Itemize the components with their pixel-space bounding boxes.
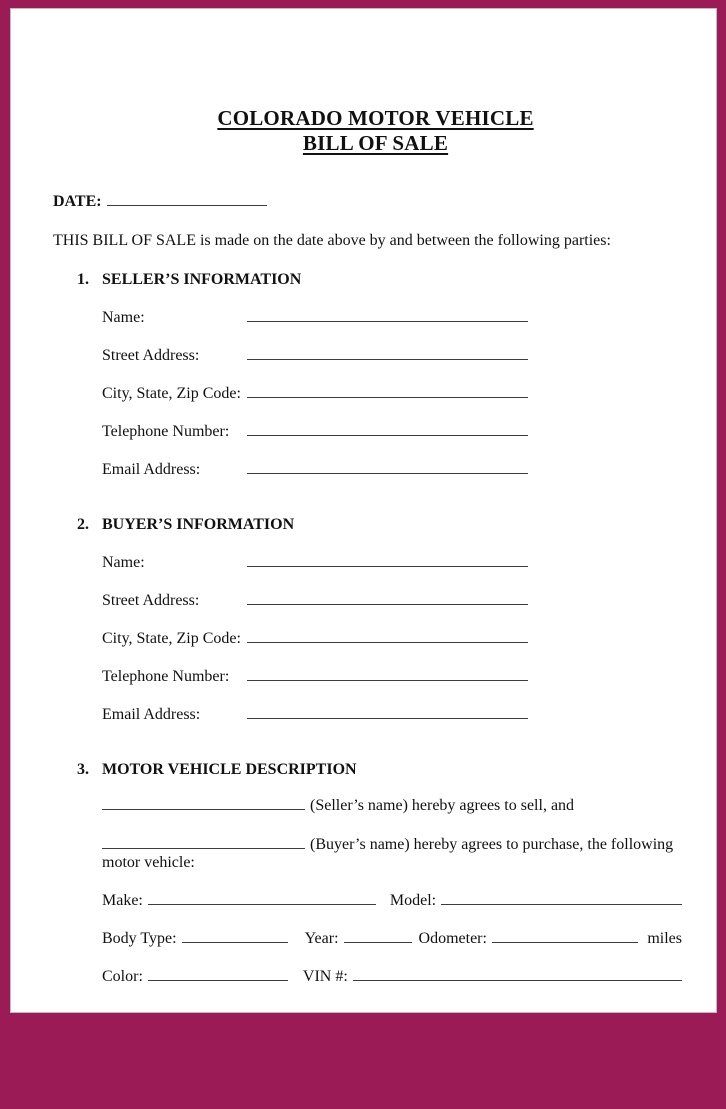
color-vin-row (102, 967, 682, 986)
section-3-heading (77, 761, 698, 779)
body-type-label: Body Type: (102, 930, 177, 947)
make-blank-line (148, 891, 376, 905)
make-model-row (102, 891, 682, 910)
section-buyer-information (77, 516, 698, 724)
buyer-agree-line (102, 835, 682, 872)
document-page (10, 8, 717, 1013)
section-3-heading-label: MOTOR VEHICLE DESCRIPTION (102, 761, 357, 778)
document-content (11, 106, 716, 1109)
seller-email-row (102, 460, 528, 479)
buyer-email-label: Email Address: (102, 706, 201, 723)
buyer-email-blank-line (247, 705, 528, 719)
buyer-street-address-row (102, 591, 528, 610)
odometer-label: Odometer: (418, 930, 487, 947)
document-title (53, 106, 698, 156)
miles-suffix: miles (647, 930, 682, 947)
seller-name-row (102, 308, 528, 327)
date-label: DATE: (53, 193, 102, 210)
make-label: Make: (102, 892, 143, 909)
buyer-agree-text: (Buyer’s name) hereby agrees to purchase, the following (310, 836, 674, 853)
buyer-city-state-zip-row (102, 629, 528, 648)
vin-blank-line (353, 967, 682, 981)
buyer-street-address-blank-line (247, 591, 528, 605)
date-blank-line (107, 192, 267, 206)
seller-street-address-blank-line (247, 346, 528, 360)
vehicle-description-body (102, 796, 682, 986)
seller-agree-text: (Seller’s name) hereby agrees to sell, and (310, 797, 575, 814)
buyer-name-fill-blank-line (102, 835, 305, 849)
seller-agree-line (102, 796, 682, 815)
seller-city-state-zip-blank-line (247, 384, 528, 398)
body-type-blank-line (182, 929, 288, 943)
buyer-name-label: Name: (102, 554, 145, 571)
section-2-number: 2. (77, 516, 89, 533)
year-blank-line (344, 929, 412, 943)
model-blank-line (441, 891, 682, 905)
title-line-1: COLORADO MOTOR VEHICLE (217, 106, 534, 130)
bodytype-year-odometer-row (102, 929, 682, 948)
section-2-heading (77, 516, 698, 534)
model-label: Model: (389, 892, 437, 909)
buyer-street-address-label: Street Address: (102, 592, 200, 609)
color-blank-line (148, 967, 288, 981)
section-seller-information (77, 271, 698, 479)
seller-telephone-label: Telephone Number: (102, 423, 230, 440)
seller-name-blank-line (247, 308, 528, 322)
intro-paragraph: THIS BILL OF SALE is made on the date above by and between the following parties: (53, 232, 611, 249)
buyer-fields (102, 553, 528, 724)
odometer-blank-line (492, 929, 638, 943)
seller-city-state-zip-label: City, State, Zip Code: (102, 385, 241, 402)
buyer-city-state-zip-label: City, State, Zip Code: (102, 630, 241, 647)
seller-telephone-row (102, 422, 528, 441)
section-1-heading-label: SELLER’S INFORMATION (102, 271, 302, 288)
seller-street-address-label: Street Address: (102, 347, 200, 364)
buyer-telephone-blank-line (247, 667, 528, 681)
section-3-number: 3. (77, 761, 89, 778)
buyer-name-row (102, 553, 528, 572)
buyer-telephone-label: Telephone Number: (102, 668, 230, 685)
color-label: Color: (102, 968, 143, 985)
buyer-telephone-row (102, 667, 528, 686)
section-2-heading-label: BUYER’S INFORMATION (102, 516, 295, 533)
title-line-2: BILL OF SALE (302, 131, 449, 155)
seller-name-label: Name: (102, 309, 145, 326)
buyer-email-row (102, 705, 528, 724)
seller-street-address-row (102, 346, 528, 365)
seller-telephone-blank-line (247, 422, 528, 436)
seller-email-blank-line (247, 460, 528, 474)
buyer-name-blank-line (247, 553, 528, 567)
section-1-heading (77, 271, 698, 289)
seller-fields (102, 308, 528, 479)
buyer-agree-continuation: motor vehicle: (102, 854, 195, 871)
seller-name-fill-blank-line (102, 796, 305, 810)
seller-email-label: Email Address: (102, 461, 201, 478)
vin-label: VIN #: (302, 968, 348, 985)
year-label: Year: (304, 930, 339, 947)
date-row (53, 192, 698, 211)
section-1-number: 1. (77, 271, 89, 288)
seller-city-state-zip-row (102, 384, 528, 403)
section-motor-vehicle-description (77, 761, 698, 986)
buyer-city-state-zip-blank-line (247, 629, 528, 643)
